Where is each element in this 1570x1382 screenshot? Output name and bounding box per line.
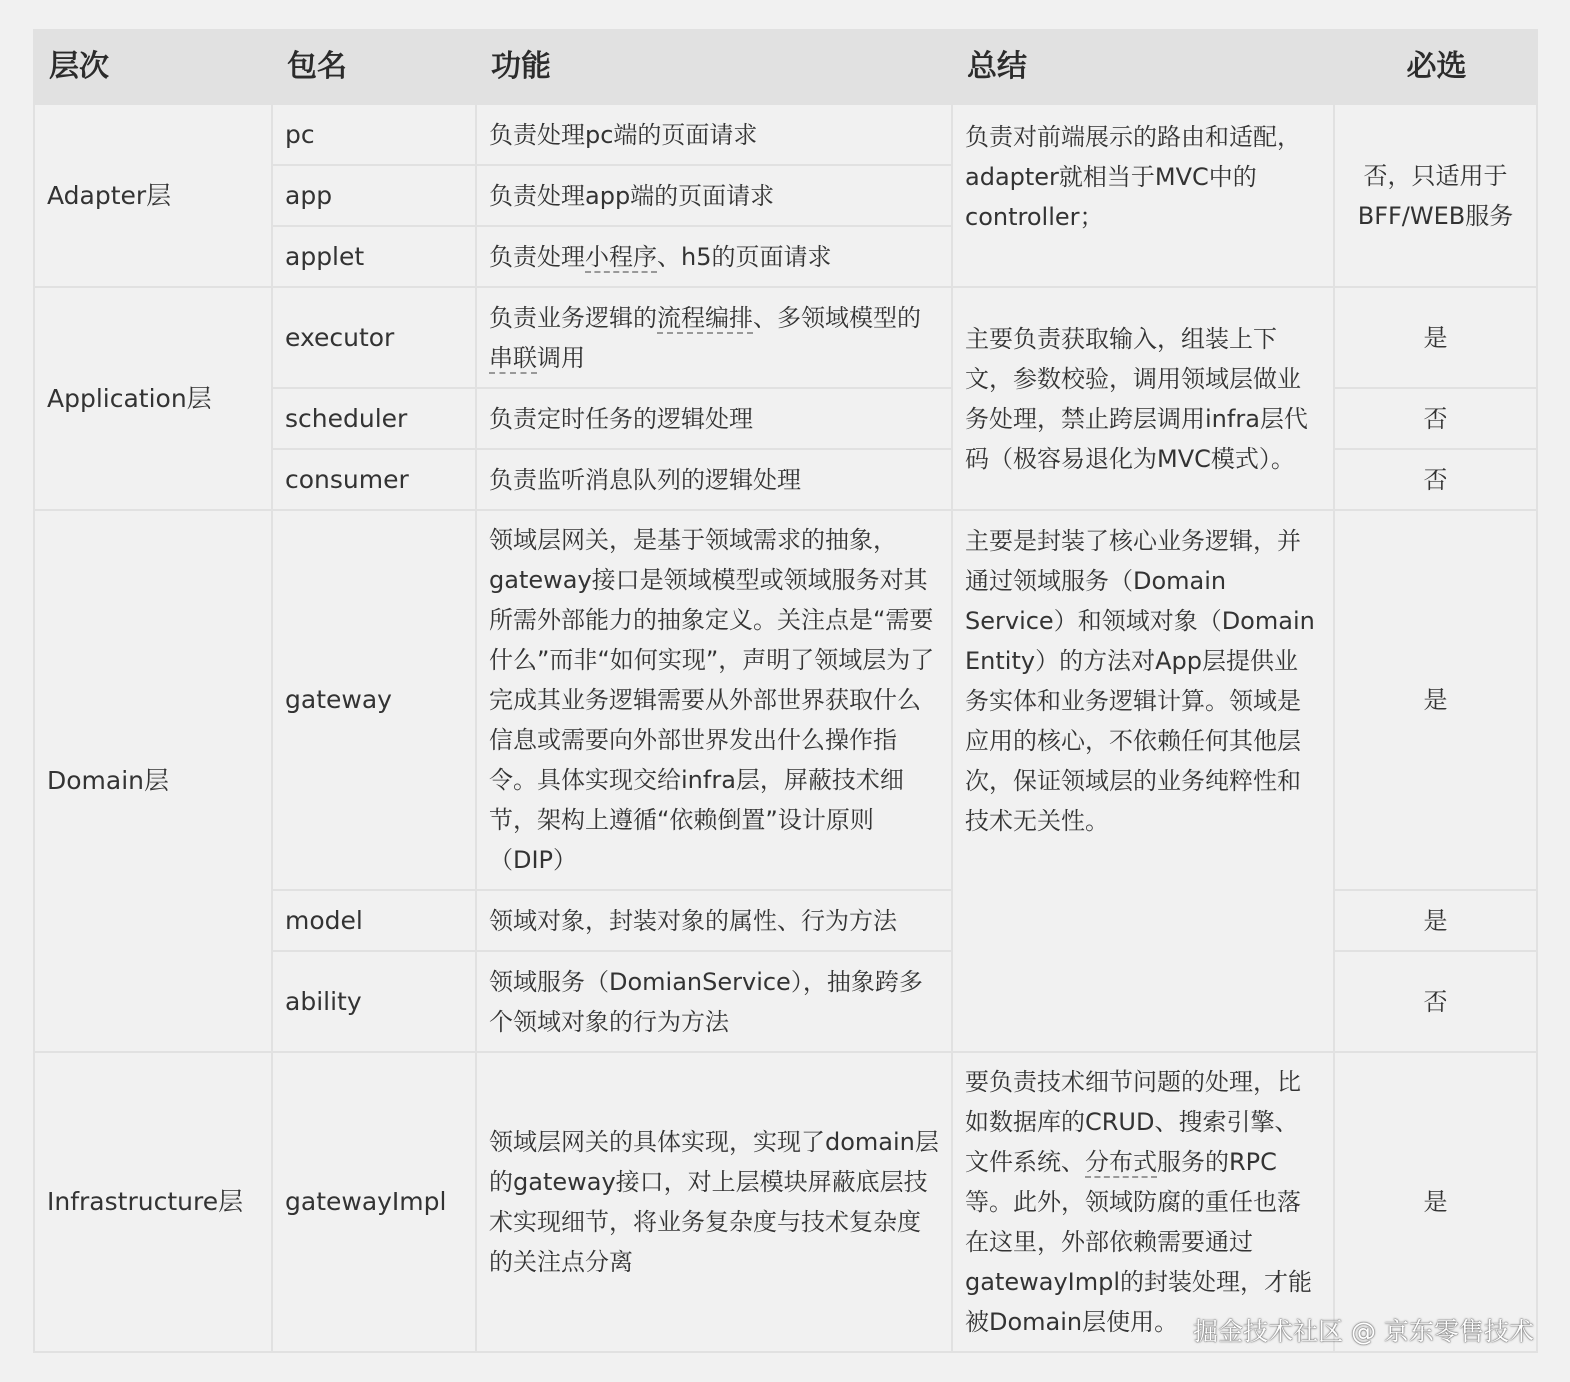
package-cell: applet: [272, 226, 476, 287]
function-cell: 负责处理pc端的页面请求: [476, 104, 952, 165]
header-required: 必选: [1334, 30, 1537, 104]
function-cell: 领域层网关，是基于领域需求的抽象，gateway接口是领域模型或领域服务对其所需外部能力的抽象定义。关注点是“需要什么”而非“如何实现”，声明了领域层为了完成其业务逻辑需要从外部世界获取什么信息或需要向外部世界发出什么操作指令。具体实现交给infra层，屏蔽技术细节，架构上遵循“依赖倒置”设计原则（DIP）: [476, 510, 952, 890]
summary-text: 服务的RPC等。此外，领域防腐的重任也落在这里，外部依赖需要通过gatewayImpl的封装处理，才能被Domain层使用。: [965, 1148, 1313, 1336]
required-cell: 是: [1334, 287, 1537, 388]
architecture-table: [33, 29, 1538, 1353]
header-function: 功能: [476, 30, 952, 104]
package-cell: consumer: [272, 449, 476, 510]
package-cell: pc: [272, 104, 476, 165]
package-cell: gateway: [272, 510, 476, 890]
function-cell: 领域服务（DomianService），抽象跨多个领域对象的行为方法: [476, 951, 952, 1052]
package-cell: ability: [272, 951, 476, 1052]
required-cell: 是: [1334, 1052, 1537, 1352]
header-summary: 总结: [952, 30, 1334, 104]
layer-cell-domain: Domain层: [34, 510, 272, 1052]
function-underlined-term: 流程编排: [657, 303, 753, 332]
required-cell: 否: [1334, 449, 1537, 510]
summary-text: 要负责技术细节问题的处理，比如数据库的CRUD、搜索引擎、文件系统、: [965, 1068, 1301, 1176]
table-row: [34, 104, 1537, 165]
required-cell: 否: [1334, 388, 1537, 449]
function-cell: 负责监听消息队列的逻辑处理: [476, 449, 952, 510]
header-layer: 层次: [34, 30, 272, 104]
header-row: [34, 30, 1537, 104]
function-cell: 负责定时任务的逻辑处理: [476, 388, 952, 449]
function-text: 负责业务逻辑的: [489, 303, 657, 332]
function-cell: 负责处理app端的页面请求: [476, 165, 952, 226]
summary-cell-domain: 主要是封装了核心业务逻辑，并通过领域服务（Domain Service）和领域对象（Domain Entity）的方法对App层提供业务实体和业务逻辑计算。领域是应用的核心，不依赖任何其他层次，保证领域层的业务纯粹性和技术无关性。: [952, 510, 1334, 1052]
package-cell: scheduler: [272, 388, 476, 449]
summary-cell-infrastructure: [952, 1052, 1334, 1352]
function-cell: 领域对象，封装对象的属性、行为方法: [476, 890, 952, 951]
required-cell: 是: [1334, 890, 1537, 951]
header-package: 包名: [272, 30, 476, 104]
layer-cell-adapter: Adapter层: [34, 104, 272, 287]
function-cell: 领域层网关的具体实现，实现了domain层的gateway接口，对上层模块屏蔽底层技术实现细节，将业务复杂度与技术复杂度的关注点分离: [476, 1052, 952, 1352]
function-cell: [476, 226, 952, 287]
package-cell: app: [272, 165, 476, 226]
summary-cell-application: 主要负责获取输入，组装上下文，参数校验，调用领域层做业务处理，禁止跨层调用infra层代码（极容易退化为MVC模式）。: [952, 287, 1334, 510]
function-cell: [476, 287, 952, 388]
summary-underlined-term: 分布式: [1085, 1148, 1157, 1176]
required-cell: 是: [1334, 510, 1537, 890]
required-cell: 否: [1334, 951, 1537, 1052]
package-cell: model: [272, 890, 476, 951]
summary-cell-adapter: 负责对前端展示的路由和适配，adapter就相当于MVC中的controller；: [952, 104, 1334, 287]
function-underlined-term: 小程序: [585, 242, 657, 271]
table-row: [34, 1052, 1537, 1352]
table-row: [34, 510, 1537, 890]
function-underlined-term: 串联: [489, 343, 537, 372]
package-cell: gatewayImpl: [272, 1052, 476, 1352]
package-cell: executor: [272, 287, 476, 388]
layer-cell-infrastructure: Infrastructure层: [34, 1052, 272, 1352]
function-text: 调用: [537, 343, 585, 372]
required-cell-adapter: 否，只适用于BFF/WEB服务: [1334, 104, 1537, 287]
function-text: 负责处理: [489, 242, 585, 271]
table-row: [34, 287, 1537, 388]
function-text: 、多领域模型的: [753, 303, 921, 332]
layer-cell-application: Application层: [34, 287, 272, 510]
watermark: 掘金技术社区 @ 京东零售技术: [1193, 1317, 1534, 1346]
function-text: 、h5的页面请求: [657, 242, 832, 271]
